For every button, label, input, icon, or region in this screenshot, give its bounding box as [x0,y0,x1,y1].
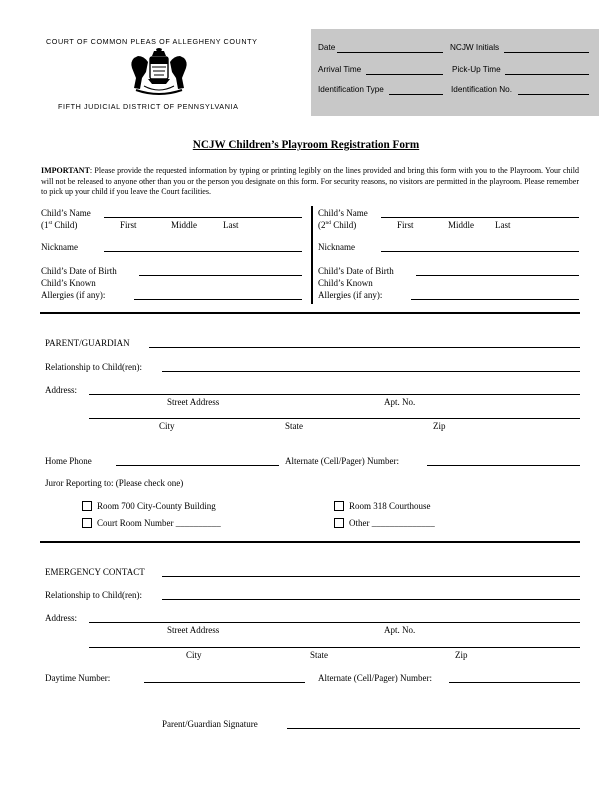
child1-number: (1st Child) [41,220,78,230]
parent-alt-phone-label: Alternate (Cell/Pager) Number: [285,456,399,466]
emergency-alt-phone-field[interactable] [449,682,580,683]
child1-allergies-label: Allergies (if any): [41,290,106,300]
emergency-state-label: State [310,650,328,660]
room-318-label: Room 318 Courthouse [349,501,431,511]
parent-relationship-label: Relationship to Child(ren): [45,362,142,372]
parent-name-field[interactable] [149,347,580,348]
other-checkbox[interactable] [334,518,344,528]
child1-first-label: First [120,220,137,230]
date-field[interactable] [337,52,443,53]
child2-name-field[interactable] [381,217,579,218]
form-title: NCJW Children’s Playroom Registration Form [192,139,420,151]
child2-first-label: First [397,220,414,230]
pickup-time-label: Pick-Up Time [452,65,501,74]
parent-zip-label: Zip [433,421,446,431]
court-room-checkbox[interactable] [82,518,92,528]
child1-nickname-label: Nickname [41,242,78,252]
court-room-label: Court Room Number __________ [97,518,221,528]
emergency-street-label: Street Address [167,625,220,635]
pennsylvania-coat-of-arms-icon [126,48,192,98]
identification-no-label: Identification No. [451,85,512,94]
child1-allergies-field[interactable] [134,299,302,300]
emergency-zip-label: Zip [455,650,468,660]
child-column-divider [311,206,313,304]
parent-address-line2[interactable] [89,418,580,419]
child2-allergies-label: Allergies (if any): [318,290,383,300]
section-divider-2 [40,541,580,543]
identification-type-field[interactable] [389,94,443,95]
room-700-checkbox[interactable] [82,501,92,511]
important-notice [41,166,579,198]
important-label: IMPORTANT [41,166,90,175]
arrival-time-field[interactable] [366,74,443,75]
child1-name-field[interactable] [104,217,302,218]
ncjw-initials-field[interactable] [504,52,589,53]
parent-street-label: Street Address [167,397,220,407]
room-318-checkbox[interactable] [334,501,344,511]
child1-nickname-field[interactable] [104,251,302,252]
parent-address-line1[interactable] [89,394,580,395]
daytime-number-label: Daytime Number: [45,673,111,683]
emergency-name-field[interactable] [162,576,580,577]
parent-state-label: State [285,421,303,431]
signature-field[interactable] [287,728,580,729]
emergency-relationship-field[interactable] [162,599,580,600]
child1-last-label: Last [223,220,239,230]
arrival-time-label: Arrival Time [318,65,362,74]
emergency-relationship-label: Relationship to Child(ren): [45,590,142,600]
parent-section-label: PARENT/GUARDIAN [45,338,130,348]
child2-name-label: Child’s Name [318,208,368,218]
child2-nickname-field[interactable] [381,251,579,252]
parent-address-label: Address: [45,385,77,395]
juror-reporting-label: Juror Reporting to: (Please check one) [45,478,184,488]
pickup-time-field[interactable] [505,74,589,75]
child2-last-label: Last [495,220,511,230]
child1-middle-label: Middle [171,220,197,230]
emergency-address-line2[interactable] [89,647,580,648]
child2-middle-label: Middle [448,220,474,230]
important-text: : Please provide the requested information by typing or printing legibly on the lines provided and bring this form with you to the Playroom. Your child will not be released to anyone other than you or the person you designate on this form. For security reasons, no visitors are permitted in the playroom. Please remember to pick up your child if you leave the Court facilities. [41,166,579,196]
child2-known-label: Child’s Known [318,278,373,288]
emergency-section-label: EMERGENCY CONTACT [45,567,145,577]
court-name: COURT OF COMMON PLEAS OF ALLEGHENY COUNTY [46,37,258,46]
identification-no-field[interactable] [518,94,589,95]
other-label: Other ______________ [349,518,435,528]
child1-dob-label: Child’s Date of Birth [41,266,117,276]
child2-dob-label: Child’s Date of Birth [318,266,394,276]
judicial-district: FIFTH JUDICIAL DISTRICT OF PENNSYLVANIA [58,102,239,111]
parent-city-label: City [159,421,175,431]
child1-dob-field[interactable] [139,275,302,276]
parent-relationship-field[interactable] [162,371,580,372]
emergency-address-line1[interactable] [89,622,580,623]
date-label: Date [318,43,336,52]
ncjw-initials-label: NCJW Initials [450,43,500,52]
child2-nickname-label: Nickname [318,242,355,252]
child2-allergies-field[interactable] [411,299,579,300]
section-divider-1 [40,312,580,314]
emergency-address-label: Address: [45,613,77,623]
identification-type-label: Identification Type [318,85,384,94]
emergency-apt-label: Apt. No. [384,625,416,635]
parent-apt-label: Apt. No. [384,397,416,407]
child2-dob-field[interactable] [416,275,579,276]
signature-label: Parent/Guardian Signature [162,719,258,729]
child1-known-label: Child’s Known [41,278,96,288]
home-phone-label: Home Phone [45,456,92,466]
parent-alt-phone-field[interactable] [427,465,580,466]
home-phone-field[interactable] [116,465,279,466]
child2-number: (2nd Child) [318,220,357,230]
room-700-label: Room 700 City-County Building [97,501,216,511]
emergency-city-label: City [186,650,202,660]
daytime-number-field[interactable] [144,682,305,683]
emergency-alt-phone-label: Alternate (Cell/Pager) Number: [318,673,432,683]
office-use-box [311,29,599,116]
child1-name-label: Child’s Name [41,208,91,218]
